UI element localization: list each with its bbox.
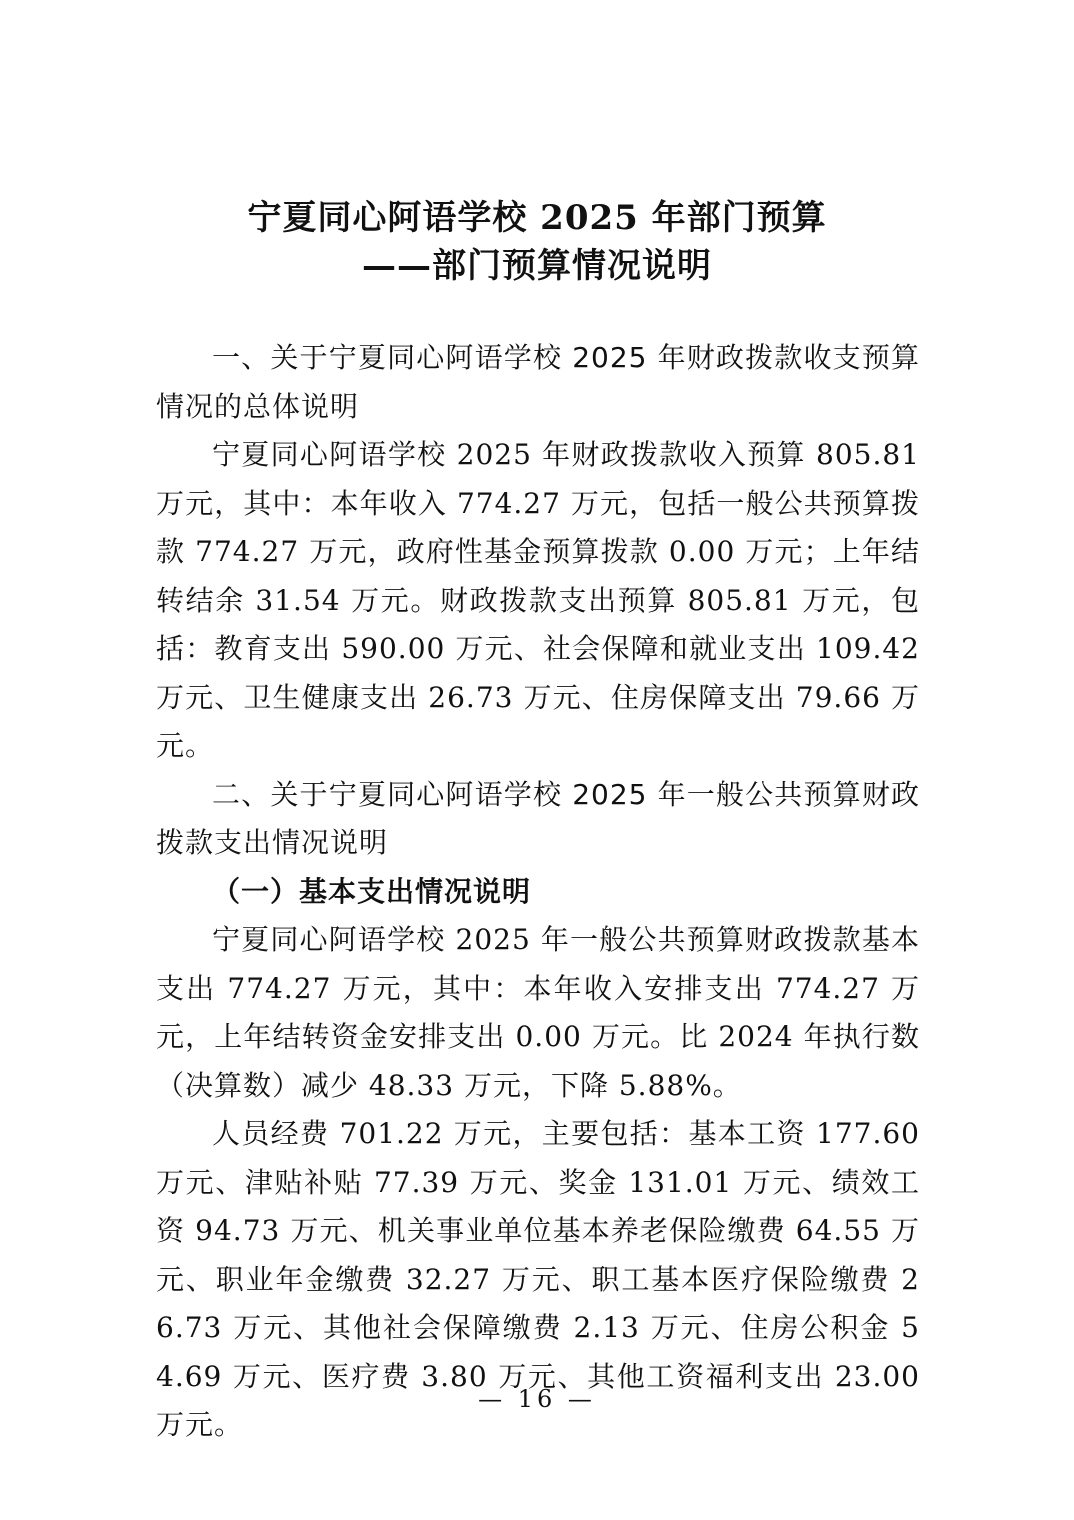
subsection-heading-basic-expenditure: （一）基本支出情况说明: [212, 874, 532, 908]
paragraph-basic-expenditure: 宁夏同心阿语学校 2025 年一般公共预算财政拨款基本支出 774.27 万元，其中：本年收入安排支出 774.27 万元，上年结转资金安排支出 0.00 万元。比 2024 年执行数（决算数）减少 48.33 万元，下降 5.88%。: [156, 923, 920, 1102]
section-heading-2: 二、关于宁夏同心阿语学校 2025 年一般公共预算财政拨款支出情况说明: [156, 777, 920, 859]
document-body: [156, 334, 920, 1450]
document-title: 宁夏同心阿语学校 2025 年部门预算: [247, 198, 827, 238]
page-number: — 16 —: [478, 1385, 596, 1413]
paragraph-personnel-costs: 人员经费 701.22 万元，主要包括：基本工资 177.60 万元、津贴补贴 77.39 万元、奖金 131.01 万元、绩效工资 94.73 万元、机关事业单位基本养老保险缴费 64.55 万元、职业年金缴费 32.27 万元、职工基本医疗保险缴费 26.73 万元、其他社会保障缴费 2.13 万元、住房公积金 54.69 万元、医疗费 3.80 万元、其他工资福利支出 23.00 万元。: [156, 1117, 920, 1441]
section-heading-1: 一、关于宁夏同心阿语学校 2025 年财政拨款收支预算情况的总体说明: [156, 341, 920, 423]
paragraph-overview: 宁夏同心阿语学校 2025 年财政拨款收入预算 805.81 万元，其中：本年收入 774.27 万元，包括一般公共预算拨款 774.27 万元，政府性基金预算拨款 0.00 万元；上年结转结余 31.54 万元。财政拨款支出预算 805.81 万元，包括：教育支出 590.00 万元、社会保障和就业支出 109.42 万元、卫生健康支出 26.73 万元、住房保障支出 79.66 万元。: [156, 438, 920, 762]
document-subtitle: ——部门预算情况说明: [362, 246, 712, 286]
